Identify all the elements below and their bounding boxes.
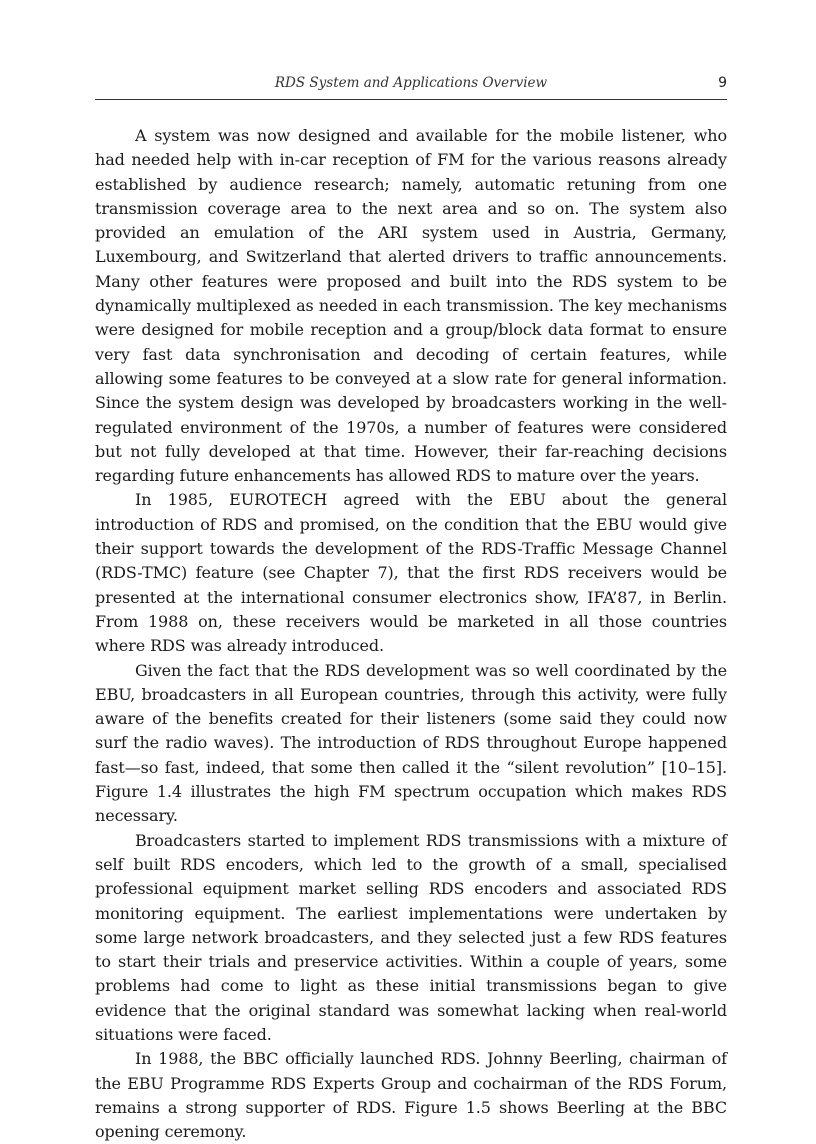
body-text xyxy=(95,124,727,1144)
paragraph-eurotech-1985: In 1985, EUROTECH agreed with the EBU about the general introduction of RDS and promised, on the condition that the EBU would give their support towards the development of the RDS-Traffic Message Channel (RDS-TMC) feature (see Chapter 7), that the first RDS receivers would be presented at the international consumer electronics show, IFA’87, in Berlin. From 1988 on, these receivers would be marketed in all those countries where RDS was already introduced. xyxy=(95,490,727,656)
header-rule xyxy=(95,99,727,100)
paragraph-bbc-launch-1988: In 1988, the BBC officially launched RDS. Johnny Beerling, chairman of the EBU Programme RDS Experts Group and cochairman of the RDS Forum, remains a strong supporter of RDS. Figure 1.5 shows Beerling at the BBC opening ceremony. xyxy=(95,1049,727,1142)
paragraph-ebu-coordination: Given the fact that the RDS development was so well coordinated by the EBU, broadcasters in all European countries, through this activity, were fully aware of the benefits created for their listeners (some said they could now surf the radio waves). The introduction of RDS throughout Europe happened fast—so fast, indeed, that some then called it the “silent revolution” [10–15]. Figure 1.4 illustrates the high FM spectrum occupation which makes RDS necessary. xyxy=(95,660,727,826)
page-number: 9 xyxy=(718,75,727,91)
running-header-title: RDS System and Applications Overview xyxy=(274,75,548,91)
running-header xyxy=(95,72,727,94)
paragraph-rds-mobile-listener: A system was now designed and available for the mobile listener, who had needed help with in-car reception of FM for the various reasons already established by audience research; namely, automatic retuning from one transmission coverage area to the next area and so on. The system also provided an emulation of the ARI system used in Austria, Germany, Luxembourg, and Switzerland that alerted drivers to traffic announcements. Many other features were proposed and built into the RDS system to be dynamically multiplexed as needed in each transmission. The key mechanisms were designed for mobile reception and a group/block data format to ensure very fast data synchronisation and decoding of certain features, while allowing some features to be conveyed at a slow rate for general information. Since the system design was developed by broadcasters working in the well-regulated environment of the 1970s, a number of features were considered but not fully developed at that time. However, their far-reaching decisions regarding future enhancements has allowed RDS to mature over the years. xyxy=(95,126,727,486)
paragraph-broadcasters-implementation: Broadcasters started to implement RDS transmissions with a mixture of self built RDS encoders, which led to the growth of a small, specialised professional equipment market selling RDS encoders and associated RDS monitoring equipment. The earliest implementations were undertaken by some large network broadcasters, and they selected just a few RDS features to start their trials and preservice activities. Within a couple of years, some problems had come to light as these initial transmissions began to give evidence that the original standard was somewhat lacking when real-world situations were faced. xyxy=(95,830,727,1044)
